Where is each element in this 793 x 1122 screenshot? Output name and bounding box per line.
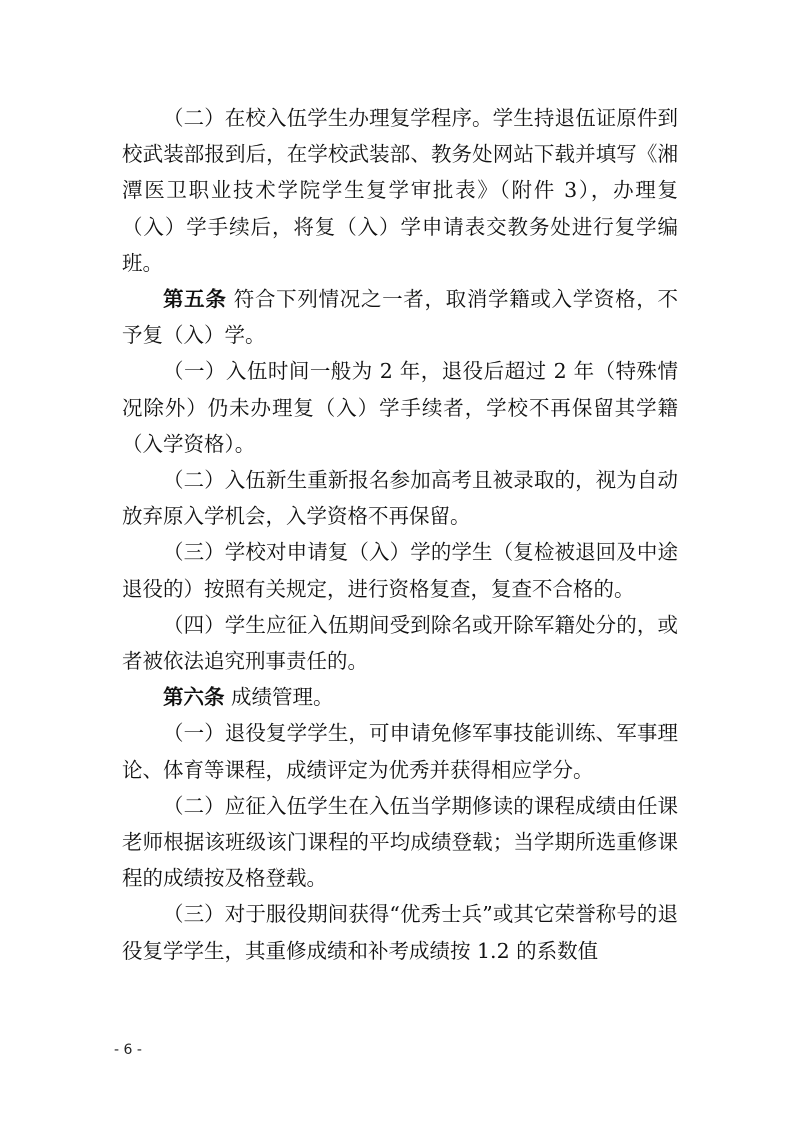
paragraph-text: （二）入伍新生重新报名参加高考且被录取的，视为自动放弃原入学机会，入学资格不再保留。 (122, 468, 678, 529)
paragraph-text: （二）应征入伍学生在入伍当学期修读的课程成绩由任课老师根据该班级该门课程的平均成绩登载；当学期所选重修课程的成绩按及格登载。 (122, 793, 678, 891)
article-heading: 第六条 (163, 685, 225, 710)
article-6-item-1 (122, 715, 678, 787)
paragraph-text: 符合下列情况之一者，取消学籍或入学资格，不予复（入）学。 (122, 287, 678, 348)
article-5-item-2 (122, 462, 678, 534)
paragraph-text: （四）学生应征入伍期间受到除名或开除军籍处分的，或者被依法追究刑事责任的。 (122, 612, 678, 674)
paragraph-text: （三）学校对申请复（入）学的学生（复检被退回及中途退役的）按照有关规定，进行资格复查，复查不合格的。 (122, 540, 678, 601)
article-5-item-4 (122, 607, 678, 679)
paragraph-text: （二）在校入伍学生办理复学程序。学生持退伍证原件到校武装部报到后，在学校武装部、教务处网站下载并填写《湘潭医卫职业技术学院学生复学审批表》（附件 3），办理复（入）学手续后，将复（入）学申请表交教务处进行复学编班。 (122, 106, 678, 275)
paragraph-text: （三）对于服役期间获得“优秀士兵”或其它荣誉称号的退役复学学生，其重修成绩和补考成绩按 1.2 的系数值 (122, 902, 678, 963)
article-6-item-2 (122, 788, 678, 897)
paragraph-text: 成绩管理。 (231, 685, 334, 710)
article-5 (122, 281, 678, 353)
article-5-item-1 (122, 353, 678, 462)
article-6 (122, 679, 678, 715)
body-text (122, 100, 678, 969)
article-heading: 第五条 (163, 287, 227, 312)
paragraph-text: （一）入伍时间一般为 2 年，退役后超过 2 年（特殊情况除外）仍未办理复（入）学手续者，学校不再保留其学籍（入学资格）。 (122, 359, 678, 456)
article-6-item-3 (122, 896, 678, 968)
page-number: - 6 - (114, 1042, 142, 1058)
article-5-item-3 (122, 534, 678, 606)
paragraph-text: （一）退役复学学生，可申请免修军事技能训练、军事理论、体育等课程，成绩评定为优秀并获得相应学分。 (122, 721, 678, 782)
paragraph-readmission-procedure (122, 100, 678, 281)
